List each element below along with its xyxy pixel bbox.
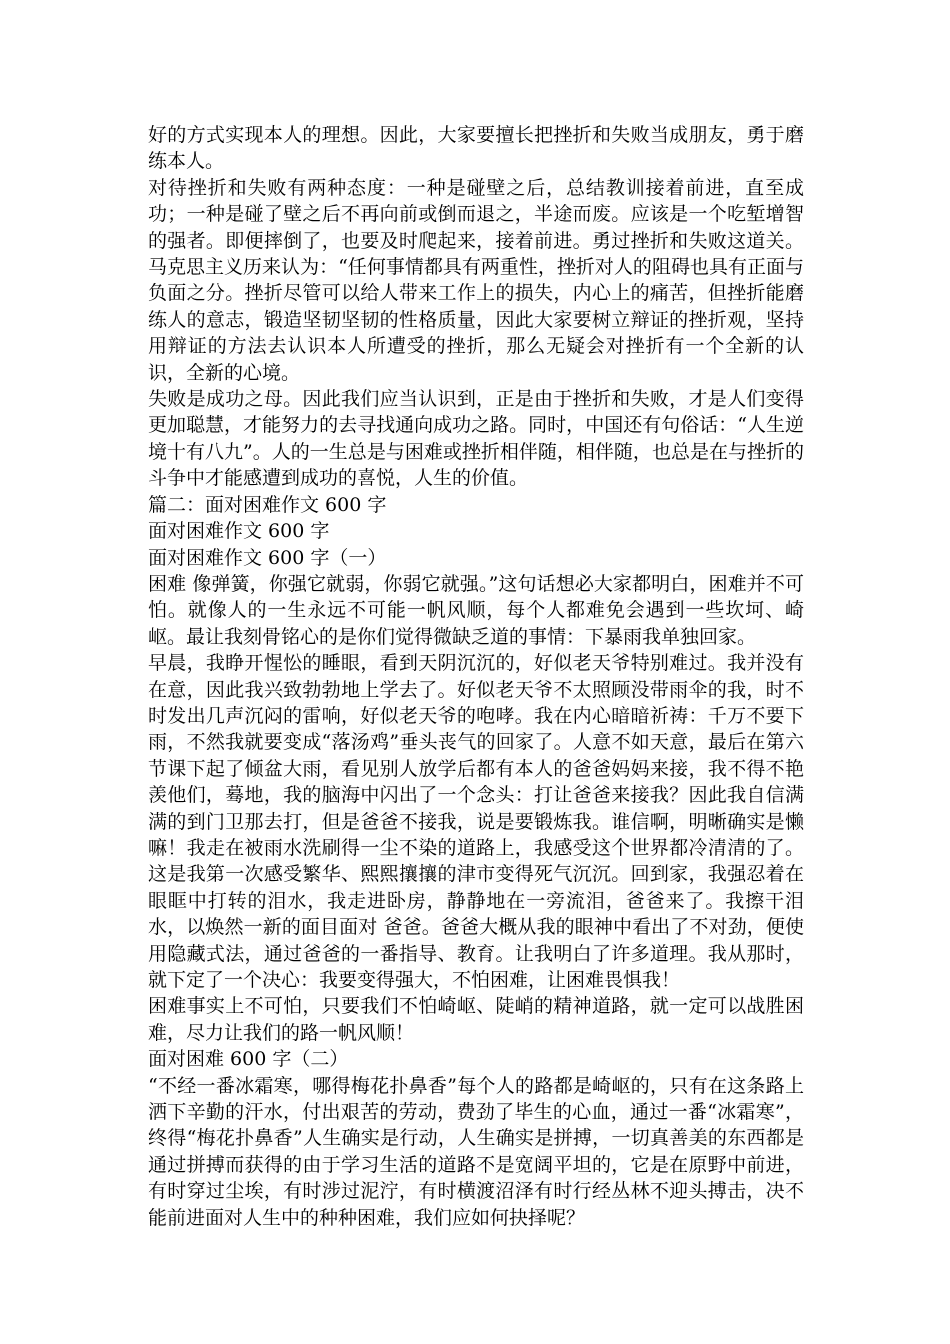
- paragraph-3: 失败是成功之母。因此我们应当认识到，正是由于挫折和失败，才是人们变得更加聪慧，才能努力的去寻找通向成功之路。同时，中国还有句俗话：“人生逆境十有八九”。人的一生总是与困难或挫折相伴随，相伴随，也总是在与挫折的斗争中才能感遭到成功的喜悦，人生的价值。: [148, 388, 804, 490]
- paragraph-5: 早晨，我睁开惺忪的睡眼，看到天阴沉沉的，好似老天爷特别难过。我并没有在意，因此我兴致勃勃地上学去了。好似老天爷不太照顾没带雨伞的我，时不时发出几声沉闷的雷响，好似老天爷的咆哮。我在内心暗暗祈祷：千万不要下雨，不然我就要变成“落汤鸡”垂头丧气的回家了。人意不如天意，最后在第六节课下起了倾盆大雨，看见别人放学后都有本人的爸爸妈妈来接，我不得不艳羡他们，蓦地，我的脑海中闪出了一个念头：打让爸爸来接我？因此我自信满满的到门卫那去打，但是爸爸不接我，说是要锻炼我。谁信啊，明晰确实是懒嘛！我走在被雨水洗刷得一尘不染的道路上，我感受这个世界都冷清清的了。这是我第一次感受繁华、熙熙攘攘的津市变得死气沉沉。回到家，我强忍着在眼眶中打转的泪水，我走进卧房，静静地在一旁流泪，爸爸来了。我擦干泪水，以焕然一新的面目面对 爸爸。爸爸大概从我的眼神中看出了不对劲，便使用隐藏式法，通过爸爸的一番指导、教育。让我明白了许多道理。我从那时，就下定了一个决心：我要变得强大，不怕困难，让困难畏惧我！: [148, 652, 804, 991]
- essay-title: 面对困难作文 600 字: [148, 520, 330, 543]
- essay-subtitle-2: 面对困难 600 字（二）: [148, 1048, 349, 1071]
- section-heading-2: 篇二：面对困难作文 600 字: [148, 493, 387, 516]
- paragraph-4: 困难 像弹簧，你强它就弱，你弱它就强。”这句话想必大家都明白，困难并不可怕。就像人的一生永远不可能一帆风顺，每个人都难免会遇到一些坎坷、崎岖。最让我刻骨铭心的是你们觉得微缺乏道的事情：下暴雨我单独回家。: [148, 572, 804, 648]
- paragraph-2: 对待挫折和失败有两种态度：一种是碰壁之后，总结教训接着前进，直至成功；一种是碰了壁之后不再向前或倒而退之，半途而废。应该是一个吃堑增智的强者。即便摔倒了，也要及时爬起来，接着前进。勇过挫折和失败这道关。马克思主义历来认为：“任何事情都具有两重性，挫折对人的阻碍也具有正面与负面之分。挫折尽管可以给人带来工作上的损失，内心上的痛苦，但挫折能磨练人的意志，锻造坚韧坚韧的性格质量，因此大家要树立辩证的挫折观，坚持用辩证的方法去认识本人所遭受的挫折，那么无疑会对挫折有一个全新的认识，全新的心境。: [148, 176, 804, 384]
- document-page: [148, 122, 804, 1231]
- paragraph-7: “不经一番冰霜寒，哪得梅花扑鼻香”每个人的路都是崎岖的，只有在这条路上洒下辛勤的汗水，付出艰苦的劳动，费劲了毕生的心血，通过一番“冰霜寒”，终得“梅花扑鼻香”人生确实是行动，人生确实是拼搏，一切真善美的东西都是通过拼搏而获得的由于学习生活的道路不是宽阔平坦的，它是在原野中前进，有时穿过尘埃，有时涉过泥泞，有时横渡沼泽有时行经丛林不迎头搏击，决不能前进面对人生中的种种困难，我们应如何抉择呢？: [148, 1074, 804, 1229]
- paragraph-1: 好的方式实现本人的理想。因此，大家要擅长把挫折和失败当成朋友，勇于磨练本人。: [148, 124, 804, 173]
- essay-subtitle-1: 面对困难作文 600 字（一）: [148, 546, 387, 569]
- paragraph-6: 困难事实上不可怕，只要我们不怕崎岖、陡峭的精神道路，就一定可以战胜困难，尽力让我们的路一帆风顺！: [148, 995, 804, 1044]
